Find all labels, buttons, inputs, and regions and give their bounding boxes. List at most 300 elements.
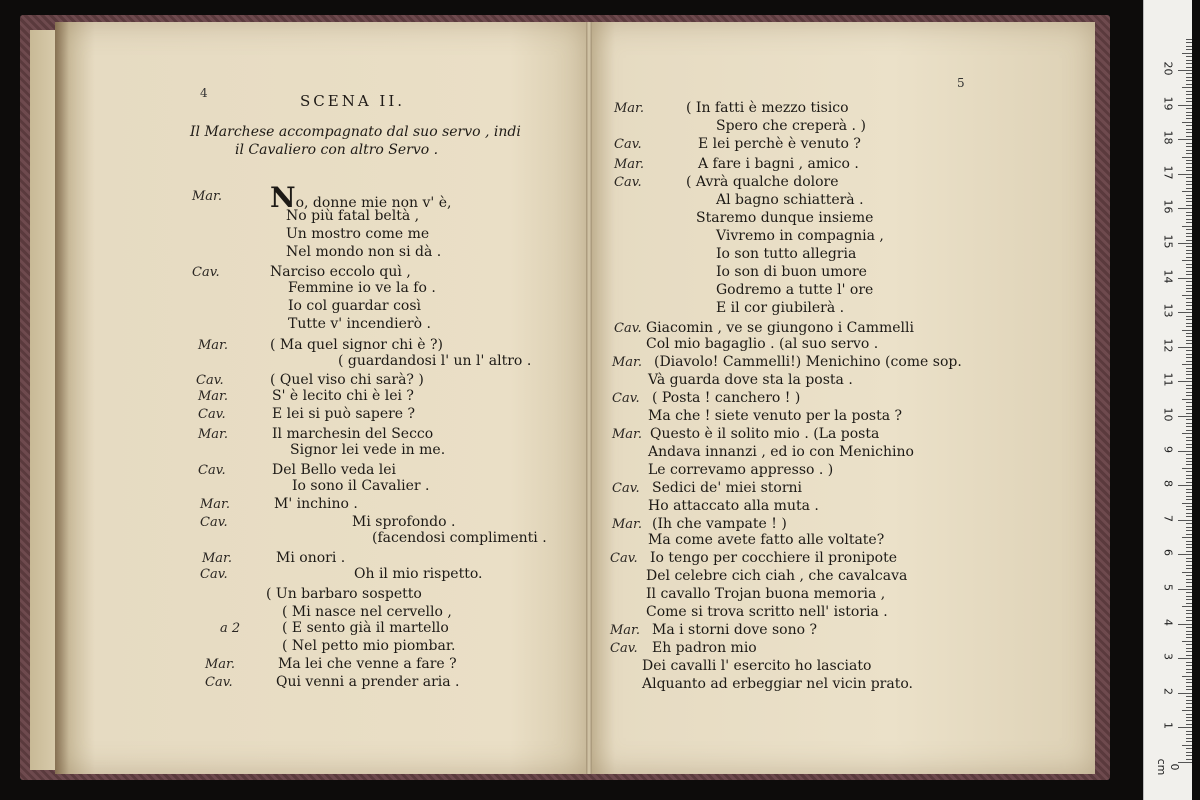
scene-subtitle-line-2: il Cavaliero con altro Servo . [235, 142, 439, 158]
speaker-label: Cav. [614, 137, 642, 152]
ruler-tick [1186, 696, 1192, 697]
ruler-tick [1186, 39, 1192, 40]
ruler-number: 3 [1161, 653, 1175, 661]
left-page-number: 4 [200, 86, 208, 100]
ruler-tick [1186, 118, 1192, 119]
ruler-tick [1186, 655, 1192, 656]
ruler-tick [1182, 226, 1192, 227]
ruler-tick [1178, 554, 1192, 555]
verse-line: Mi onori . [276, 550, 346, 566]
ruler-tick [1186, 160, 1192, 161]
ruler-tick [1186, 77, 1192, 78]
ruler-tick [1182, 87, 1192, 88]
speaker-label: Mar. [192, 189, 222, 204]
ruler-tick [1186, 167, 1192, 168]
ruler-tick [1186, 333, 1192, 334]
verse-line: ( Avrà qualche dolore [686, 174, 839, 190]
ruler-tick [1186, 240, 1192, 241]
ruler-tick [1186, 63, 1192, 64]
verse-line: ( E sento già il martello [282, 620, 449, 636]
ruler-tick [1186, 374, 1192, 375]
ruler-tick [1178, 278, 1192, 279]
ruler-tick [1186, 440, 1192, 441]
ruler-tick [1186, 592, 1192, 593]
speaker-label: Mar. [200, 497, 230, 512]
ruler-tick [1186, 617, 1192, 618]
speaker-label: Cav. [200, 567, 228, 582]
ruler-tick [1186, 565, 1192, 566]
ruler-tick [1186, 340, 1192, 341]
verse-line: Alquanto ad erbeggiar nel vicin prato. [642, 676, 913, 692]
ruler-tick [1186, 752, 1192, 753]
ruler-tick [1186, 627, 1192, 628]
ruler-tick [1186, 530, 1192, 531]
ruler-tick [1186, 582, 1192, 583]
ruler-number: 20 [1161, 61, 1175, 76]
ruler-tick [1186, 672, 1192, 673]
verse-line: Ho attaccato alla muta . [648, 498, 819, 514]
ruler-tick [1186, 378, 1192, 379]
ruler-tick [1182, 537, 1192, 538]
ruler-tick [1186, 222, 1192, 223]
verse-line: Dei cavalli l' esercito ho lasciato [642, 658, 872, 674]
ruler-tick [1186, 264, 1192, 265]
verse-line: E lei si può sapere ? [272, 406, 416, 422]
speaker-label: Cav. [196, 373, 224, 388]
verse-line-rest: o, donne mie non v' è, [295, 195, 452, 211]
ruler-tick [1186, 703, 1192, 704]
verse-line: Come si trova scritto nell' istoria . [646, 604, 888, 620]
speaker-label: Cav. [614, 175, 642, 190]
ruler-tick [1186, 236, 1192, 237]
ruler-tick [1178, 520, 1192, 521]
ruler-tick [1186, 444, 1192, 445]
ruler-tick [1186, 610, 1192, 611]
ruler-tick [1182, 191, 1192, 192]
ruler-tick [1182, 572, 1192, 573]
ruler-tick [1186, 125, 1192, 126]
verse-line: ( Un barbaro sospetto [266, 586, 422, 602]
ruler-number: 12 [1161, 338, 1175, 353]
verse-line: A fare i bagni , amico . [698, 156, 859, 172]
ruler-tick [1186, 738, 1192, 739]
ruler-tick [1186, 233, 1192, 234]
ruler-tick [1186, 475, 1192, 476]
ruler-tick [1182, 399, 1192, 400]
ruler-tick [1186, 274, 1192, 275]
ruler-tick [1186, 755, 1192, 756]
ruler-tick [1182, 710, 1192, 711]
verse-line: Vivremo in compagnia , [716, 228, 884, 244]
ruler-tick [1186, 181, 1192, 182]
ruler-tick [1186, 544, 1192, 545]
verse-line: ( Posta ! canchero ! ) [652, 390, 801, 406]
verse-line: Del Bello veda lei [272, 462, 397, 478]
ruler-tick [1186, 56, 1192, 57]
verse-line: Qui venni a prender aria . [276, 674, 460, 690]
verse-line: No più fatal beltà , [286, 208, 420, 224]
ruler-tick [1186, 112, 1192, 113]
ruler-tick [1186, 561, 1192, 562]
ruler-tick [1186, 613, 1192, 614]
ruler-tick [1186, 430, 1192, 431]
verse-line: ( Quel viso chi sarà? ) [270, 372, 424, 388]
ruler-tick [1186, 689, 1192, 690]
ruler-tick [1186, 291, 1192, 292]
ruler-tick [1186, 419, 1192, 420]
verse-line: Io col guardar così [288, 298, 422, 314]
ruler-tick [1178, 762, 1192, 763]
ruler-tick [1186, 748, 1192, 749]
ruler-tick [1182, 157, 1192, 158]
verse-line: Ma come avete fatto alle voltate? [648, 532, 885, 548]
ruler-tick [1186, 541, 1192, 542]
ruler-tick [1186, 707, 1192, 708]
ruler-tick [1186, 509, 1192, 510]
ruler-tick [1186, 198, 1192, 199]
ruler-tick [1186, 499, 1192, 500]
ruler-tick [1186, 651, 1192, 652]
ruler-tick [1186, 603, 1192, 604]
ruler-tick [1186, 388, 1192, 389]
ruler-tick [1186, 49, 1192, 50]
ruler-tick [1186, 631, 1192, 632]
ruler-tick [1186, 361, 1192, 362]
ruler-number: 2 [1161, 687, 1175, 695]
ruler-tick [1186, 620, 1192, 621]
verse-line: Oh il mio rispetto. [354, 566, 483, 582]
verse-line: Femmine io ve la fo . [288, 280, 436, 296]
ruler-tick [1186, 143, 1192, 144]
verse-line: Và guarda dove sta la posta . [648, 372, 853, 388]
verse-line: ( guardandosi l' un l' altro . [338, 353, 532, 369]
ruler-number: 14 [1161, 269, 1175, 284]
ruler-tick [1186, 146, 1192, 147]
verse-line: Al bagno schiatterà . [716, 192, 864, 208]
ruler-tick [1186, 679, 1192, 680]
ruler-tick [1186, 132, 1192, 133]
verse-line: ( Mi nasce nel cervello , [282, 604, 452, 620]
ruler-number: 17 [1161, 165, 1175, 180]
verse-line: ( Nel petto mio piombar. [282, 638, 456, 654]
ruler-tick [1186, 437, 1192, 438]
ruler-tick [1182, 745, 1192, 746]
ruler-tick [1178, 347, 1192, 348]
verse-line: (facendosi complimenti . [372, 530, 547, 546]
ruler-tick [1186, 60, 1192, 61]
ruler-tick [1186, 731, 1192, 732]
ruler-tick [1186, 136, 1192, 137]
verse-line: Nel mondo non si dà . [286, 244, 442, 260]
ruler-tick [1186, 471, 1192, 472]
ruler-tick [1182, 122, 1192, 123]
ruler-tick [1186, 513, 1192, 514]
ruler-tick [1186, 402, 1192, 403]
verse-line: Ma che ! siete venuto per la posta ? [648, 408, 903, 424]
speaker-label: Cav. [614, 321, 642, 336]
verse-line: Questo è il solito mio . (La posta [650, 426, 880, 442]
speaker-label: Mar. [205, 657, 235, 672]
book-gutter [586, 22, 592, 774]
ruler-tick [1186, 682, 1192, 683]
ruler-tick [1178, 208, 1192, 209]
ruler-tick [1186, 73, 1192, 74]
ruler-tick [1178, 451, 1192, 452]
ruler-tick [1186, 648, 1192, 649]
ruler-tick [1186, 188, 1192, 189]
ruler-tick [1178, 416, 1192, 417]
speaker-label: a 2 [220, 621, 241, 636]
verse-line: Staremo dunque insieme [696, 210, 874, 226]
ruler-tick [1186, 184, 1192, 185]
ruler-tick [1186, 246, 1192, 247]
speaker-label: Cav. [205, 675, 233, 690]
speaker-label: Mar. [198, 389, 228, 404]
ruler-tick [1186, 305, 1192, 306]
ruler-tick [1186, 547, 1192, 548]
ruler-tick [1186, 253, 1192, 254]
ruler-tick [1186, 163, 1192, 164]
ruler-tick [1186, 354, 1192, 355]
ruler-tick [1186, 478, 1192, 479]
verse-line: Tutte v' incendierò . [288, 316, 431, 332]
verse-line: ( In fatti è mezzo tisico [686, 100, 849, 116]
ruler-tick [1186, 229, 1192, 230]
ruler-number: 16 [1161, 199, 1175, 214]
ruler-tick [1186, 734, 1192, 735]
ruler-tick [1178, 624, 1192, 625]
ruler-number: 9 [1161, 445, 1175, 453]
ruler-tick [1186, 568, 1192, 569]
verse-line: ( Ma quel signor chi è ?) [270, 337, 443, 353]
ruler-tick [1186, 534, 1192, 535]
speaker-label: Cav. [192, 265, 220, 280]
verse-line: Del celebre cich ciah , che cavalcava [646, 568, 908, 584]
ruler-tick [1186, 447, 1192, 448]
ruler-tick [1178, 312, 1192, 313]
speaker-label: Mar. [202, 551, 232, 566]
ruler-tick [1186, 219, 1192, 220]
verse-line: Io tengo per cocchiere il pronipote [650, 550, 898, 566]
ruler-tick [1186, 596, 1192, 597]
ruler-tick [1186, 298, 1192, 299]
ruler-tick [1186, 285, 1192, 286]
speaker-label: Mar. [198, 427, 228, 442]
ruler-tick [1178, 485, 1192, 486]
verse-line: Un mostro come me [286, 226, 430, 242]
speaker-label: Cav. [200, 515, 228, 530]
ruler-tick [1186, 516, 1192, 517]
ruler-tick [1182, 641, 1192, 642]
ruler-tick [1186, 426, 1192, 427]
verse-line: Ma i storni dove sono ? [652, 622, 817, 638]
ruler-tick [1186, 343, 1192, 344]
ruler-tick [1182, 503, 1192, 504]
verse-line: Le correvamo appresso . ) [648, 462, 834, 478]
ruler-tick [1186, 371, 1192, 372]
ruler-tick [1178, 658, 1192, 659]
ruler-tick [1178, 174, 1192, 175]
ruler-tick [1186, 644, 1192, 645]
ruler-tick [1186, 323, 1192, 324]
ruler-number: 11 [1161, 372, 1175, 387]
ruler-tick [1186, 215, 1192, 216]
verse-line: Il cavallo Trojan buona memoria , [646, 586, 886, 602]
ruler-tick [1186, 482, 1192, 483]
ruler-tick [1178, 105, 1192, 106]
measuring-ruler [1143, 0, 1192, 800]
ruler-tick [1186, 177, 1192, 178]
ruler-tick [1186, 527, 1192, 528]
verse-line: Eh padron mio [652, 640, 757, 656]
ruler-tick [1186, 326, 1192, 327]
ruler-number: 10 [1161, 407, 1175, 422]
verse-line: (Diavolo! Cammelli!) Menichino (come sop. [654, 354, 962, 370]
speaker-label: Cav. [612, 481, 640, 496]
ruler-tick [1186, 212, 1192, 213]
ruler-tick [1186, 129, 1192, 130]
speaker-label: Mar. [612, 517, 642, 532]
ruler-tick [1182, 606, 1192, 607]
ruler-tick [1186, 84, 1192, 85]
ruler-tick [1186, 662, 1192, 663]
ruler-tick [1186, 637, 1192, 638]
ruler-tick [1186, 385, 1192, 386]
verse-line: Mi sprofondo . [352, 514, 456, 530]
ruler-tick [1186, 302, 1192, 303]
ruler-tick [1178, 381, 1192, 382]
verse-line: S' è lecito chi è lei ? [272, 388, 414, 404]
ruler-tick [1186, 454, 1192, 455]
ruler-tick [1186, 724, 1192, 725]
ruler-tick [1178, 589, 1192, 590]
ruler-tick [1182, 260, 1192, 261]
ruler-tick [1186, 669, 1192, 670]
ruler-tick [1178, 693, 1192, 694]
ruler-number: 18 [1161, 130, 1175, 145]
ruler-tick [1186, 523, 1192, 524]
ruler-tick [1186, 91, 1192, 92]
speaker-label: Mar. [612, 427, 642, 442]
speaker-label: Cav. [198, 407, 226, 422]
ruler-number: 6 [1161, 549, 1175, 557]
ruler-tick [1186, 357, 1192, 358]
scene-subtitle-line-1: Il Marchese accompagnato dal suo servo , indi [190, 124, 521, 140]
ruler-tick [1186, 288, 1192, 289]
ruler-tick [1178, 727, 1192, 728]
ruler-tick [1186, 496, 1192, 497]
ruler-tick [1186, 170, 1192, 171]
ruler-tick [1182, 433, 1192, 434]
verse-line: Godremo a tutte l' ore [716, 282, 874, 298]
verse-line: M' inchino . [274, 496, 358, 512]
ruler-tick [1186, 720, 1192, 721]
ruler-tick [1186, 98, 1192, 99]
ruler-tick [1186, 741, 1192, 742]
verse-line: Giacomin , ve se giungono i Cammelli [646, 320, 914, 336]
ruler-tick [1186, 686, 1192, 687]
ruler-number: 8 [1161, 480, 1175, 488]
verse-line: Ma lei che venne a fare ? [278, 656, 457, 672]
speaker-label: Mar. [612, 355, 642, 370]
verse-line: Il marchesin del Secco [272, 426, 434, 442]
speaker-label: Mar. [610, 623, 640, 638]
ruler-tick [1186, 80, 1192, 81]
ruler-number: 7 [1161, 514, 1175, 522]
ruler-tick [1186, 551, 1192, 552]
ruler-tick [1186, 759, 1192, 760]
ruler-tick [1186, 309, 1192, 310]
ruler-tick [1186, 271, 1192, 272]
ruler-tick [1186, 281, 1192, 282]
ruler-tick [1186, 558, 1192, 559]
ruler-tick [1186, 153, 1192, 154]
ruler-tick [1186, 489, 1192, 490]
ruler-tick [1186, 267, 1192, 268]
ruler-tick [1182, 295, 1192, 296]
scene-title: SCENA II. [300, 92, 406, 110]
ruler-tick [1186, 94, 1192, 95]
ruler-number: 5 [1161, 584, 1175, 591]
ruler-tick [1186, 108, 1192, 109]
ruler-tick [1186, 492, 1192, 493]
speaker-label: Cav. [610, 641, 638, 656]
ruler-tick [1186, 150, 1192, 151]
verse-line: Spero che creperà . ) [716, 118, 866, 134]
verse-line: (Ih che vampate ! ) [652, 516, 787, 532]
ruler-tick [1186, 634, 1192, 635]
ruler-tick [1186, 599, 1192, 600]
speaker-label: Mar. [614, 157, 644, 172]
ruler-tick [1182, 364, 1192, 365]
ruler-tick [1186, 717, 1192, 718]
ruler-tick [1186, 350, 1192, 351]
ruler-tick [1186, 392, 1192, 393]
ruler-tick [1186, 46, 1192, 47]
ruler-tick [1186, 700, 1192, 701]
ruler-tick [1186, 319, 1192, 320]
drop-cap: N [270, 181, 296, 214]
ruler-tick [1186, 423, 1192, 424]
ruler-tick [1182, 468, 1192, 469]
ruler-tick [1186, 115, 1192, 116]
ruler-tick [1182, 53, 1192, 54]
ruler-tick [1186, 67, 1192, 68]
verse-line: Signor lei vede in me. [290, 442, 446, 458]
ruler-number: 0 cm [1155, 758, 1181, 776]
ruler-tick [1186, 579, 1192, 580]
ruler-number: 15 [1161, 234, 1175, 249]
ruler-tick [1186, 368, 1192, 369]
ruler-tick [1178, 139, 1192, 140]
ruler-tick [1186, 316, 1192, 317]
ruler-tick [1178, 243, 1192, 244]
verse-line: E il cor giubilerà . [716, 300, 845, 316]
ruler-number: 1 [1161, 722, 1175, 730]
ruler-tick [1186, 586, 1192, 587]
speaker-label: Mar. [198, 338, 228, 353]
ruler-tick [1186, 575, 1192, 576]
ruler-tick [1186, 413, 1192, 414]
ruler-number: 19 [1161, 96, 1175, 111]
ruler-tick [1186, 395, 1192, 396]
ruler-tick [1186, 42, 1192, 43]
ruler-tick [1182, 330, 1192, 331]
ruler-tick [1186, 205, 1192, 206]
verse-line: Andava innanzi , ed io con Menichino [648, 444, 914, 460]
ruler-tick [1186, 336, 1192, 337]
ruler-tick [1178, 70, 1192, 71]
